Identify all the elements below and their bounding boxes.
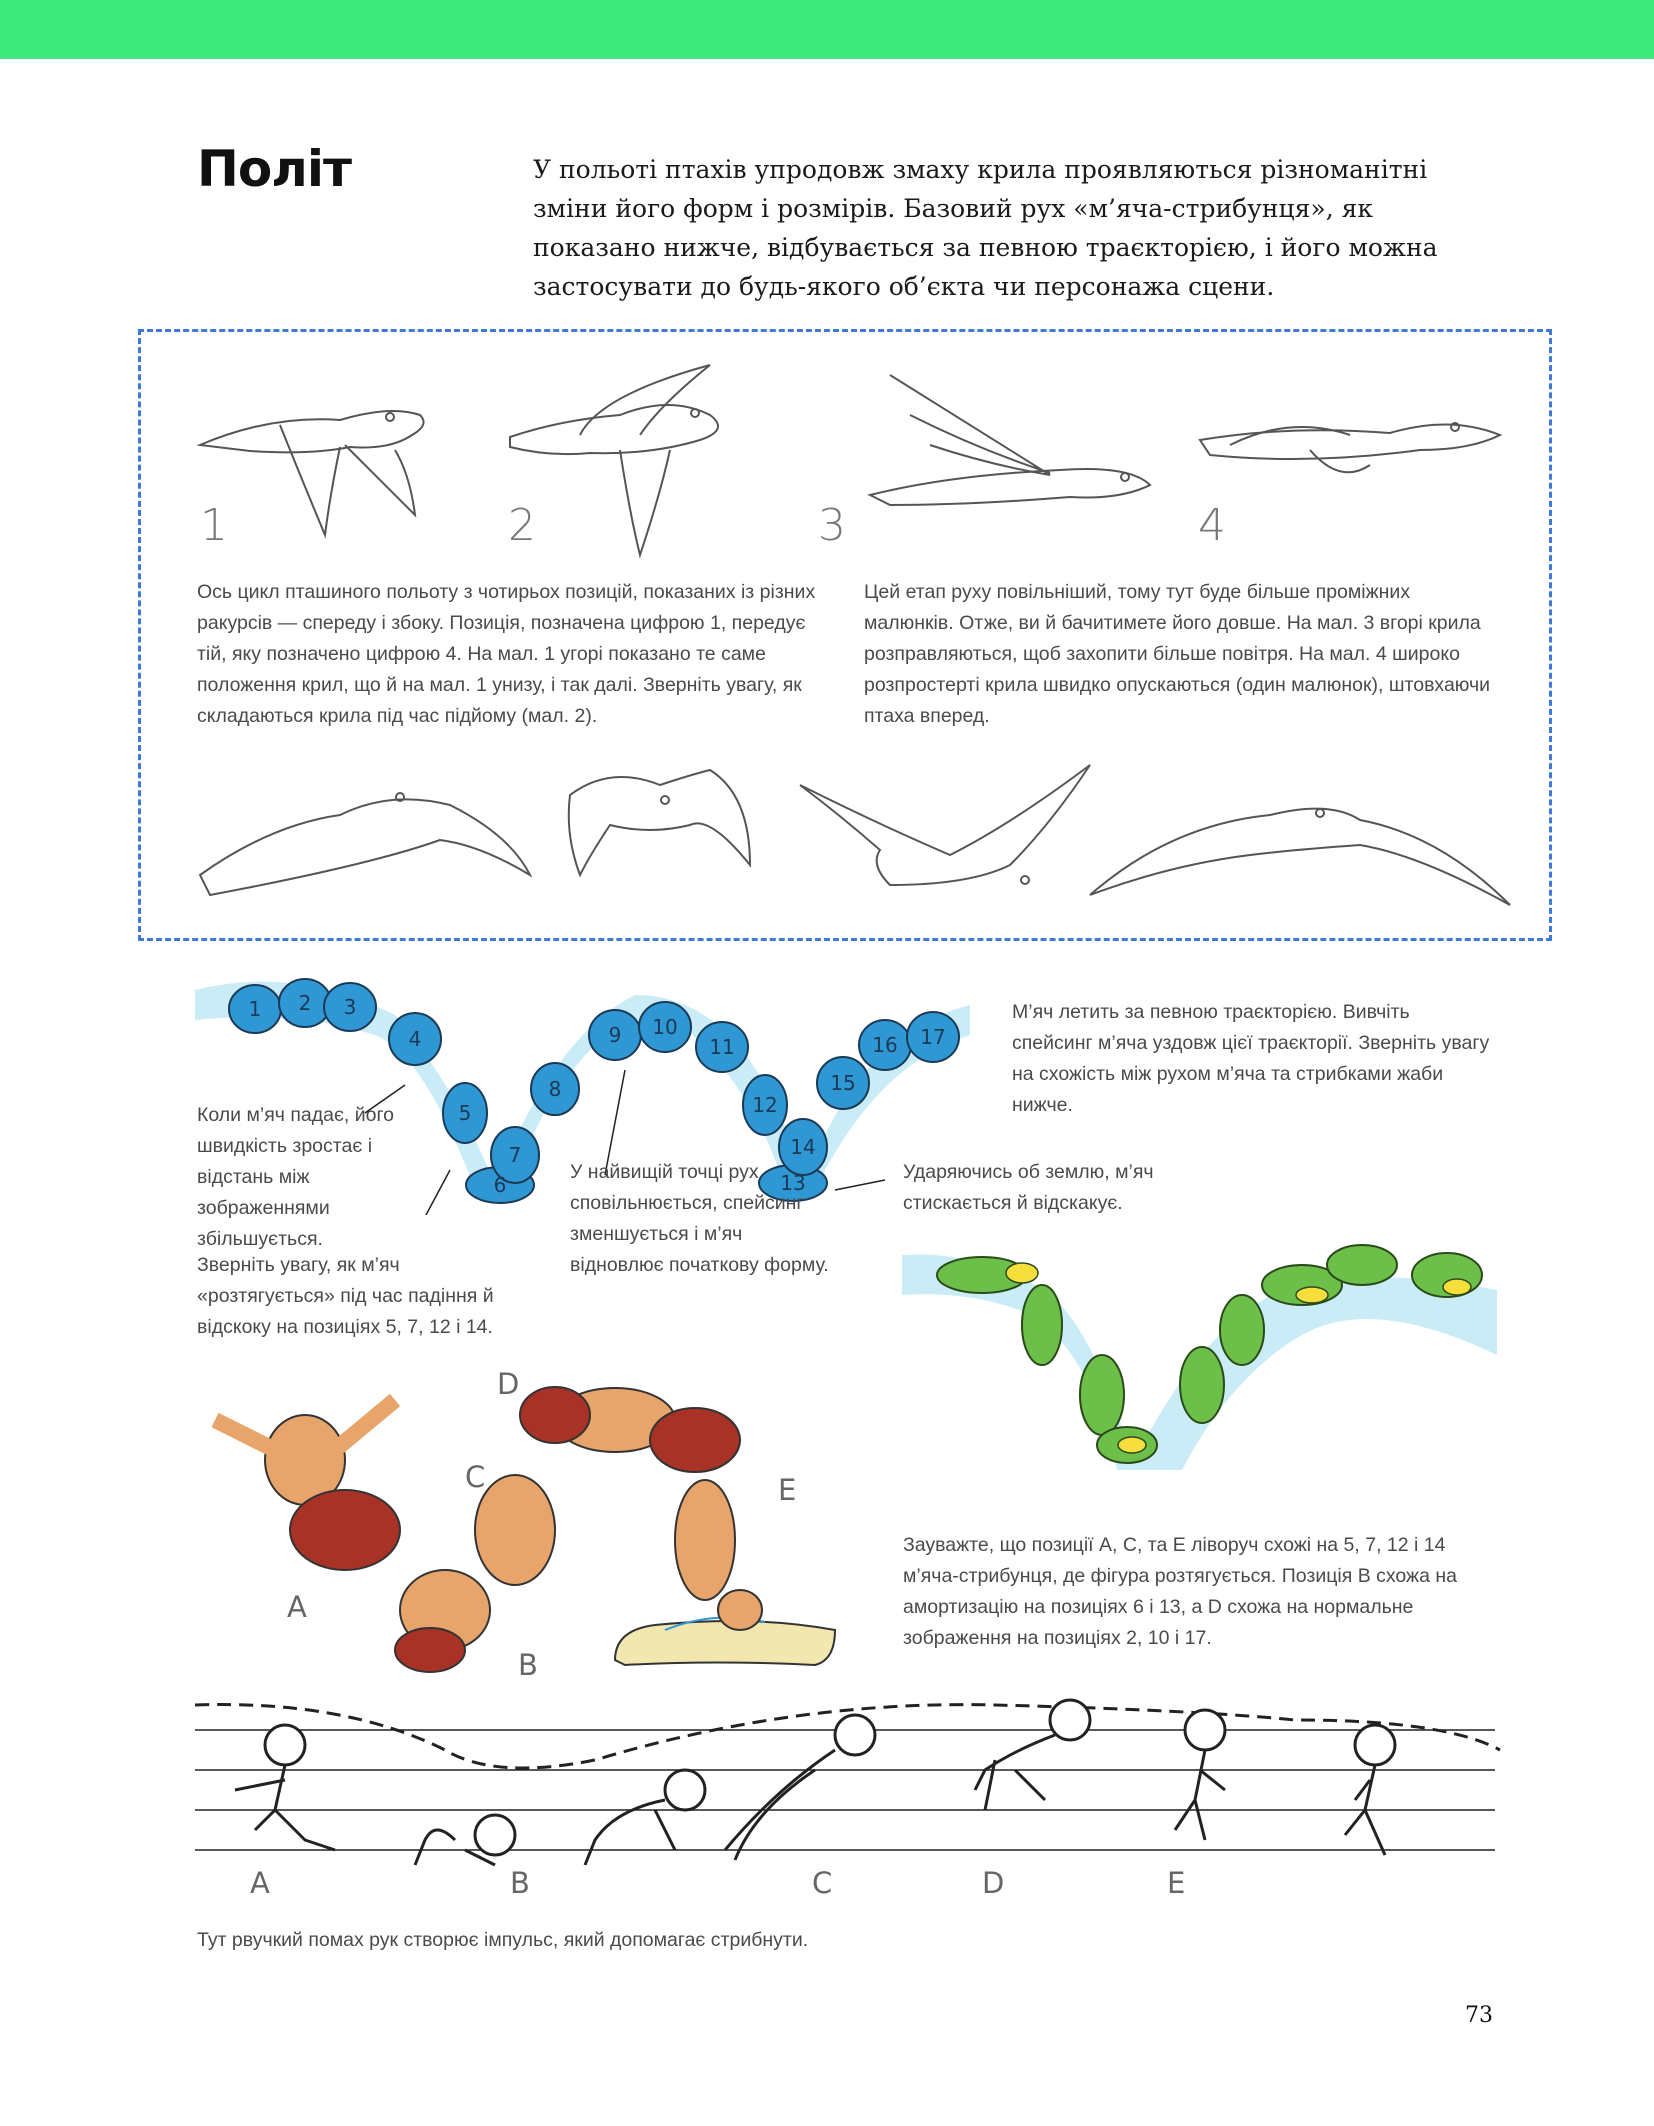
bird-sketches-bottom bbox=[190, 755, 1520, 925]
jumper-label-b: B bbox=[510, 1866, 530, 1900]
ball-pos-3: 3 bbox=[343, 995, 357, 1019]
diver-illustration bbox=[195, 1360, 855, 1680]
top-color-bar bbox=[0, 0, 1654, 59]
bird-frame-number-1: 1 bbox=[200, 500, 228, 551]
diver-label-a: A bbox=[287, 1590, 307, 1624]
bird-sketches-top bbox=[190, 355, 1520, 565]
ball-pos-10: 10 bbox=[652, 1015, 678, 1039]
ball-pos-15: 15 bbox=[830, 1071, 856, 1095]
ball-note-falling: Коли м’яч падає, його швидкість зростає і відстань між зображеннями збільшується. bbox=[197, 1104, 395, 1250]
jumping-figure-diagram bbox=[195, 1690, 1505, 1890]
bird-frame-number-4: 4 bbox=[1198, 500, 1226, 551]
diver-label-c: C bbox=[465, 1460, 486, 1494]
ball-pos-11: 11 bbox=[709, 1035, 735, 1059]
ball-note-impact: Ударяючись об землю, м’яч стискається й відскакує. bbox=[903, 1161, 1154, 1214]
jumper-caption: Тут рвучкий помах рук створює імпульс, який допомагає стрибнути. bbox=[197, 1929, 809, 1951]
diver-label-d: D bbox=[497, 1367, 520, 1401]
ball-pos-5: 5 bbox=[458, 1101, 472, 1125]
intro-paragraph: У польоті птахів упродовж змаху крила проявляються різноманітні зміни його форм і розмірів. Базовий рух «м’яча-стрибунця», як показано нижче, відбувається за певною траєкторією, і його можна застосувати до будь-якого об’єкта чи персонажа сцени. bbox=[533, 155, 1438, 301]
ball-pos-17: 17 bbox=[920, 1025, 946, 1049]
ball-pos-12: 12 bbox=[752, 1093, 778, 1117]
ball-pos-6: 6 bbox=[493, 1173, 507, 1197]
ball-pos-7: 7 bbox=[508, 1143, 522, 1167]
jumper-label-d: D bbox=[982, 1866, 1005, 1900]
bird-frame-number-2: 2 bbox=[508, 500, 536, 551]
diver-label-b: B bbox=[518, 1648, 538, 1682]
diver-caption: Зауважте, що позиції A, C, та E ліворуч схожі на 5, 7, 12 і 14 м’яча-стрибунця, де фігура розтягується. Позиція B схожа на амортизацію на позиціях 6 і 13, а D схожа на нормальне зображення на позиціях 2, 10 і 17. bbox=[903, 1534, 1457, 1649]
ball-caption: М’яч летить за певною траєкторією. Вивчіть спейсинг м’яча уздовж цієї траєкторії. Зверніть увагу на схожість між рухом м’яча та стрибками жаби нижче. bbox=[1012, 1001, 1490, 1116]
frog-jump-illustration bbox=[902, 1235, 1502, 1495]
jumper-label-c: C bbox=[812, 1866, 833, 1900]
bird-text-right: Цей етап руху повільніший, тому тут буде більше проміжних малюнків. Отже, ви й бачитимете його довше. На мал. 3 вгорі крила розправляються, щоб захопити більше повітря. На мал. 4 широко розпростерті крила швидко опускаються (один малюнок), штовхаючи птаха вперед. bbox=[864, 581, 1491, 727]
diver-label-e: E bbox=[778, 1473, 797, 1507]
ball-pos-16: 16 bbox=[872, 1033, 898, 1057]
jumper-label-a: A bbox=[250, 1866, 270, 1900]
ball-note-top: У найвищій точці рух сповільнюється, спейсинг зменшується і м’яч відновлює початкову форму. bbox=[570, 1161, 829, 1276]
bird-text-left: Ось цикл пташиного польоту з чотирьох позицій, показаних із різних ракурсів — спереду і збоку. Позиція, позначена цифрою 1, передує тій, яку позначено цифрою 4. На мал. 1 угорі показано те саме положення крил, що й на мал. 1 унизу, і так далі. Зверніть увагу, як складаються крила під час підйому (мал. 2). bbox=[197, 581, 816, 727]
jumper-label-e: E bbox=[1167, 1866, 1186, 1900]
page-number: 73 bbox=[1465, 2003, 1493, 2028]
page-title: Політ bbox=[197, 140, 351, 198]
ball-pos-1: 1 bbox=[248, 997, 262, 1021]
ball-pos-4: 4 bbox=[408, 1027, 422, 1051]
ball-pos-9: 9 bbox=[608, 1023, 622, 1047]
bird-frame-number-3: 3 bbox=[818, 500, 846, 551]
ball-pos-2: 2 bbox=[298, 991, 312, 1015]
ball-pos-14: 14 bbox=[790, 1135, 816, 1159]
ball-pos-13: 13 bbox=[780, 1171, 806, 1195]
ball-note-stretch: Зверніть увагу, як м’яч «розтягується» під час падіння й відскоку на позиціях 5, 7, 12 і 14. bbox=[197, 1254, 494, 1338]
ball-pos-8: 8 bbox=[548, 1077, 562, 1101]
